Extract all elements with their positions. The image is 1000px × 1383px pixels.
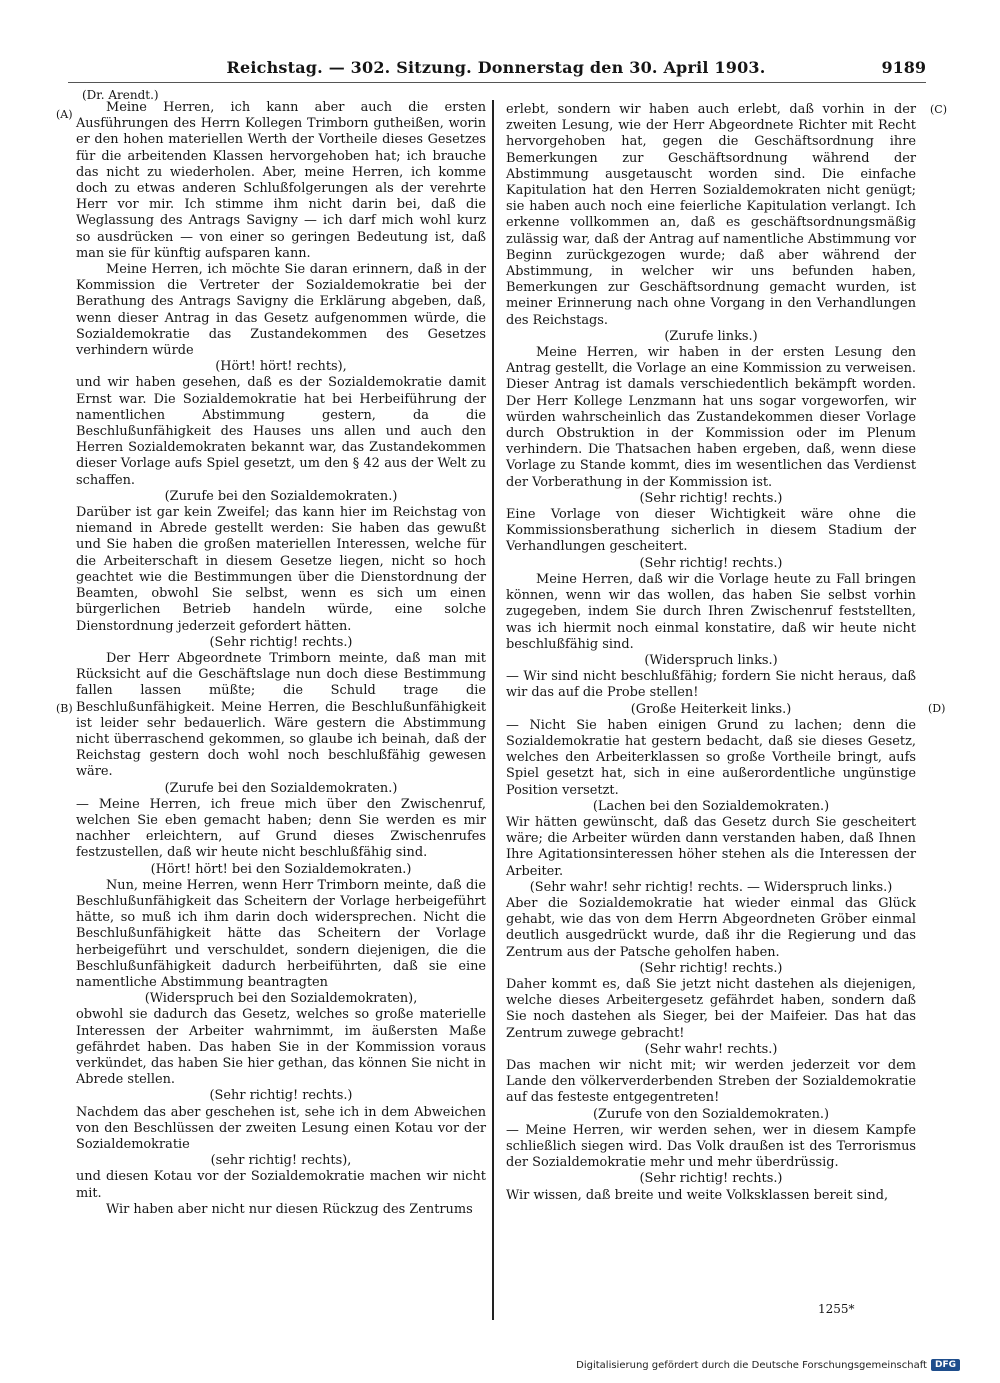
paragraph: Wir haben aber nicht nur diesen Rückzug des Zentrums bbox=[106, 1201, 473, 1217]
interjection: (Hört! hört! bei den Sozialdemokraten.) bbox=[150, 861, 412, 877]
paragraph: Eine Vorlage von dieser Wichtigkeit wäre ohne die Kommissionsberathung sicherlich in diesem Stadium der Verhandlungen gescheitert. bbox=[506, 507, 916, 555]
interjection: (Widerspruch links.) bbox=[644, 652, 778, 668]
paragraph: Der Herr Abgeordnete Trimborn meinte, daß man mit Rücksicht auf die Geschäftslage nun doch diese Bestimmung fallen lassen müßte; die Schuld trage die Beschlußunfähigkeit. Meine Herren, die Beschlußunfähigkeit ist leider sehr bedauerlich. Wäre gestern die Abstimmung nicht überraschend gekommen, so glaube ich beinah, daß der Reichstag gestern doch wohl noch beschlußfähig gewesen wäre. bbox=[76, 650, 486, 780]
header-rule bbox=[68, 82, 926, 83]
interjection: (Zurufe von den Sozialdemokraten.) bbox=[592, 1106, 830, 1122]
footer bbox=[576, 1359, 960, 1371]
margin-mark-d: (D) bbox=[928, 702, 946, 715]
paragraph: — Meine Herren, wir werden sehen, wer in diesem Kampfe schließlich siegen wird. Das Volk draußen ist des Terrorismus der Sozialdemokratie mehr und mehr überdrüssig. bbox=[506, 1122, 916, 1171]
margin-mark-c: (C) bbox=[930, 103, 947, 116]
interjection: (Hört! hört! rechts), bbox=[215, 359, 347, 375]
paragraph: Nun, meine Herren, wenn Herr Trimborn meinte, daß die Beschlußunfähigkeit das Scheitern der Vorlage herbeigeführt hätte, so muß ich ihm darin doch widersprechen. Nicht die Beschlußunfähigkeit hätte das Scheitern der Vorlage herbeigeführt und verschuldet, sondern diejenigen, die die Beschlußunfähigkeit dadurch herbeiführten, daß sie eine namentliche Abstimmung beantragten bbox=[76, 877, 486, 990]
margin-mark-a: (A) bbox=[56, 108, 73, 121]
paragraph: Nachdem das aber geschehen ist, sehe ich in dem Abweichen von den Beschlüssen der zweiten Lesung einen Kotau vor der Sozialdemokratie bbox=[76, 1104, 486, 1152]
footer-text: Digitalisierung gefördert durch die Deutsche Forschungsgemeinschaft bbox=[576, 1359, 927, 1371]
column-divider bbox=[492, 100, 494, 1320]
speaker-name: (Dr. Arendt.) bbox=[82, 88, 159, 102]
interjection: (Sehr richtig! rechts.) bbox=[639, 960, 783, 976]
paragraph: Wir hätten gewünscht, daß das Gesetz durch Sie gescheitert wäre; die Arbeiter würden dann verstanden haben, daß Ihnen Ihre Agitationsinteressen höher stehen als die Interessen der Arbeiter. bbox=[506, 814, 916, 879]
paragraph: — Meine Herren, ich freue mich über den Zwischenruf, welchen Sie eben gemacht haben; denn Sie werden es mir nachher erleichtern, auf Grund dieses Zwischenrufes festzustellen, daß wir heute nicht beschlußfähig sind. bbox=[76, 796, 486, 861]
paragraph: und diesen Kotau vor der Sozialdemokratie machen wir nicht mit. bbox=[76, 1169, 486, 1201]
right-column bbox=[506, 102, 916, 1204]
paragraph: — Wir sind nicht beschlußfähig; fordern Sie nicht heraus, daß wir das auf die Probe stellen! bbox=[506, 669, 916, 701]
paragraph: Meine Herren, ich möchte Sie daran erinnern, daß in der Kommission die Vertreter der Sozialdemokratie bei der Berathung des Antrags Savigny die Erklärung abgeben, daß, wenn dieser Antrag in das Gesetz aufgenommen würde, die Sozialdemokratie das Zustandekommen des Gesetzes verhindern würde bbox=[76, 262, 486, 359]
page-number: 9189 bbox=[881, 58, 926, 77]
interjection: (Große Heiterkeit links.) bbox=[630, 701, 792, 717]
paragraph: Meine Herren, daß wir die Vorlage heute zu Fall bringen können, wenn wir das wollen, das haben Sie selbst vorhin zugegeben, indem Sie durch Ihren Zwischenruf feststellten, was ich hiermit noch einmal konstatire, daß wir heute nicht beschlußfähig sind. bbox=[506, 571, 916, 652]
paragraph: Darüber ist gar kein Zweifel; das kann hier im Reichstag von niemand in Abrede gestellt werden: Sie haben das gewußt und Sie haben die großen materiellen Interessen, welche für die Arbeiterschaft in diesem Gesetze liegen, nicht so hoch geachtet wie die Bestimmungen über die Dienstordnung der Beamten, obwohl Sie selbst, wenn es sich um einen bürgerlichen Betrieb handeln würde, eine solche Dienstordnung jederzeit gefordert hätten. bbox=[76, 505, 486, 634]
interjection: (Sehr wahr! rechts.) bbox=[644, 1041, 778, 1057]
dfg-logo: DFG bbox=[931, 1359, 960, 1371]
interjection: (Sehr richtig! rechts.) bbox=[209, 634, 353, 650]
header-title: Reichstag. — 302. Sitzung. Donnerstag den 30. April 1903. bbox=[226, 58, 766, 77]
page-header bbox=[66, 58, 926, 80]
paragraph: erlebt, sondern wir haben auch erlebt, daß vorhin in der zweiten Lesung, wie der Herr Abgeordnete Richter mit Recht hervorgehoben hat, gegen die Geschäftsordnung ihre Bemerkungen zur Geschäftsordnung während der Abstimmung ausgetauscht worden sind. Die einfache Kapitulation hat den Herren Sozialdemokraten nicht genügt; sie haben auch noch eine feierliche Kapitulation verlangt. Ich erkenne vollkommen an, daß es geschäftsordnungsmäßig zulässig war, daß der Antrag auf namentliche Abstimmung vor Beginn zurückgezogen wurde; daß aber während der Abstimmung, in welcher wir uns befunden haben, Bemerkungen zur Geschäftsordnung gemacht wurden, ist meiner Erinnerung nach ohne Vorgang in den Verhandlungen des Reichstags. bbox=[506, 102, 916, 328]
paragraph: Aber die Sozialdemokratie hat wieder einmal das Glück gehabt, wie das von dem Herrn Abgeordneten Gröber einmal deutlich ausgedrückt wurde, daß ihr die Regierung und das Zentrum aus der Patsche geholfen haben. bbox=[506, 895, 916, 960]
interjection: (Lachen bei den Sozialdemokraten.) bbox=[592, 798, 830, 814]
interjection: (Sehr richtig! rechts.) bbox=[639, 1171, 783, 1187]
interjection: (Sehr richtig! rechts.) bbox=[209, 1088, 353, 1104]
paragraph: Meine Herren, ich kann aber auch die ersten Ausführungen des Herrn Kollegen Trimborn gutheißen, worin er den hohen materiellen Werth der Vortheile dieses Gesetzes für die arbeitenden Klassen hervorgehoben hat; ich brauche das nicht zu wiederholen. Aber, meine Herren, ich komme doch zu etwas anderen Schlußfolgerungen als der verehrte Herr vor mir. Ich stimme ihm nicht darin bei, daß die Weglassung des Antrags Savigny — ich darf mich wohl kurz so ausdrücken — von einer so geringen Bedeutung ist, daß man sie für künftig aufsparen kann. bbox=[76, 100, 486, 261]
paragraph: und wir haben gesehen, daß es der Sozialdemokratie damit Ernst war. Die Sozialdemokratie hat bei Herbeiführung der namentlichen Abstimmung gestern, da die Beschlußunfähigkeit des Hauses uns allen und auch den Herren Sozialdemokraten bekannt war, das Zustandekommen dieser Vorlage aufs Spiel gesetzt, um den § 42 aus der Welt zu schaffen. bbox=[76, 375, 486, 488]
paragraph: Daher kommt es, daß Sie jetzt nicht dastehen als diejenigen, welche dieses Arbeitergesetz gefährdet haben, sondern daß Sie noch dastehen als Sieger, bei der Maifeier. Das hat das Zentrum zuwege gebracht! bbox=[506, 976, 916, 1041]
paragraph: Wir wissen, daß breite und weite Volksklassen bereit sind, bbox=[506, 1187, 889, 1203]
margin-mark-b: (B) bbox=[56, 702, 73, 715]
interjection: (Widerspruch bei den Sozialdemokraten), bbox=[144, 991, 418, 1007]
interjection: (Zurufe bei den Sozialdemokraten.) bbox=[164, 780, 398, 796]
paragraph: obwohl sie dadurch das Gesetz, welches so große materielle Interessen der Arbeiter wahrnimmt, im äußersten Maße gefährdet haben. Das haben Sie in der Kommission voraus verkündet, das haben Sie hier gethan, das können Sie nicht in Abrede stellen. bbox=[76, 1007, 486, 1088]
signature-mark: 1255* bbox=[818, 1302, 855, 1316]
paragraph: Meine Herren, wir haben in der ersten Lesung den Antrag gestellt, die Vorlage an eine Kommission zu verweisen. Dieser Antrag ist damals verschiedentlich bekämpft worden. Der Herr Kollege Lenzmann hat uns sogar vorgeworfen, wir würden wahrscheinlich das Zustandekommen dieser Vorlage durch Obstruktion in der Kommission oder im Plenum verhindern. Die Thatsachen haben ergeben, daß, wenn diese Vorlage zu Stande kommt, dies im wesentlichen das Verdienst der Vorberathung in der Kommission ist. bbox=[506, 345, 916, 490]
paragraph: Das machen wir nicht mit; wir werden jederzeit vor dem Lande den völkerverderbenden Streben der Sozialdemokratie auf das festeste entgegentreten! bbox=[506, 1057, 916, 1106]
interjection: (Zurufe bei den Sozialdemokraten.) bbox=[164, 488, 398, 504]
interjection: (Sehr richtig! rechts.) bbox=[639, 490, 783, 506]
interjection: (Sehr richtig! rechts.) bbox=[639, 555, 783, 571]
interjection: (Sehr wahr! sehr richtig! rechts. — Widerspruch links.) bbox=[529, 879, 893, 895]
left-column bbox=[76, 100, 486, 1218]
paragraph: — Nicht Sie haben einigen Grund zu lachen; denn die Sozialdemokratie hat gestern bedacht, daß sie dieses Gesetz, welches den Arbeiterklassen so große Vortheile bringt, aufs Spiel gesetzt hat, sich in eine außerordentliche ungünstige Position versetzt. bbox=[506, 717, 916, 798]
interjection: (Zurufe links.) bbox=[664, 328, 758, 344]
interjection: (sehr richtig! rechts), bbox=[210, 1153, 352, 1169]
